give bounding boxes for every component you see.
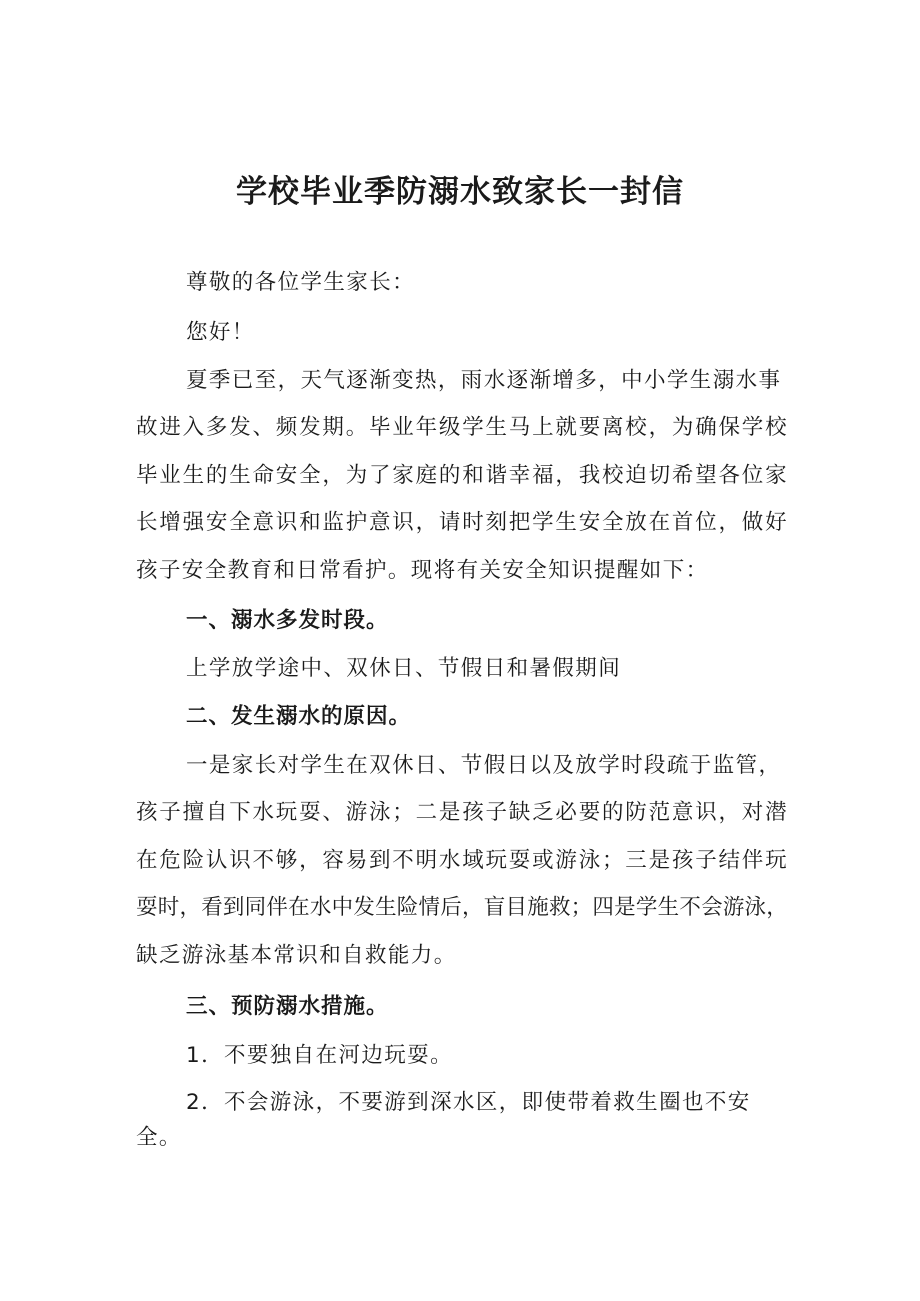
intro-line-4: 长增强安全意识和监护意识，请时刻把学生安全放在首位，做好: [136, 510, 788, 535]
intro-line-3: 毕业生的生命安全，为了家庭的和谐幸福，我校迫切希望各位家: [136, 463, 788, 488]
salutation: 尊敬的各位学生家长：: [186, 270, 416, 295]
section3-heading: 三、预防溺水措施。: [186, 994, 389, 1019]
document-title: 学校毕业季防溺水致家长一封信: [236, 174, 684, 210]
intro-line-2: 故进入多发、频发期。毕业年级学生马上就要离校，为确保学校: [136, 415, 788, 440]
greeting: 您好！: [186, 320, 255, 345]
intro-line-1: 夏季已至，天气逐渐变热，雨水逐渐增多，中小学生溺水事: [186, 368, 782, 393]
section2-line-3: 在危险认识不够，容易到不明水域玩耍或游泳；三是孩子结伴玩: [136, 848, 788, 873]
section2-line-5: 缺乏游泳基本常识和自救能力。: [136, 943, 457, 968]
section1-heading: 一、溺水多发时段。: [186, 608, 389, 633]
section3-item-2: 2．不会游泳，不要游到深水区，即使带着救生圈也不安: [186, 1090, 751, 1115]
intro-line-5: 孩子安全教育和日常看护。现将有关安全知识提醒如下：: [136, 558, 709, 583]
section3-item-2-continued: 全。: [136, 1125, 182, 1150]
section2-line-1: 一是家长对学生在双休日、节假日以及放学时段疏于监管，: [186, 753, 782, 778]
section1-text: 上学放学途中、双休日、节假日和暑假期间: [186, 656, 622, 681]
section3-item-1: 1．不要独自在河边玩耍。: [186, 1043, 453, 1068]
section2-heading: 二、发生溺水的原因。: [186, 704, 412, 729]
section2-line-4: 耍时，看到同伴在水中发生险情后，盲目施救；四是学生不会游泳，: [136, 895, 788, 920]
section2-line-2: 孩子擅自下水玩耍、游泳；二是孩子缺乏必要的防范意识，对潜: [136, 800, 788, 825]
